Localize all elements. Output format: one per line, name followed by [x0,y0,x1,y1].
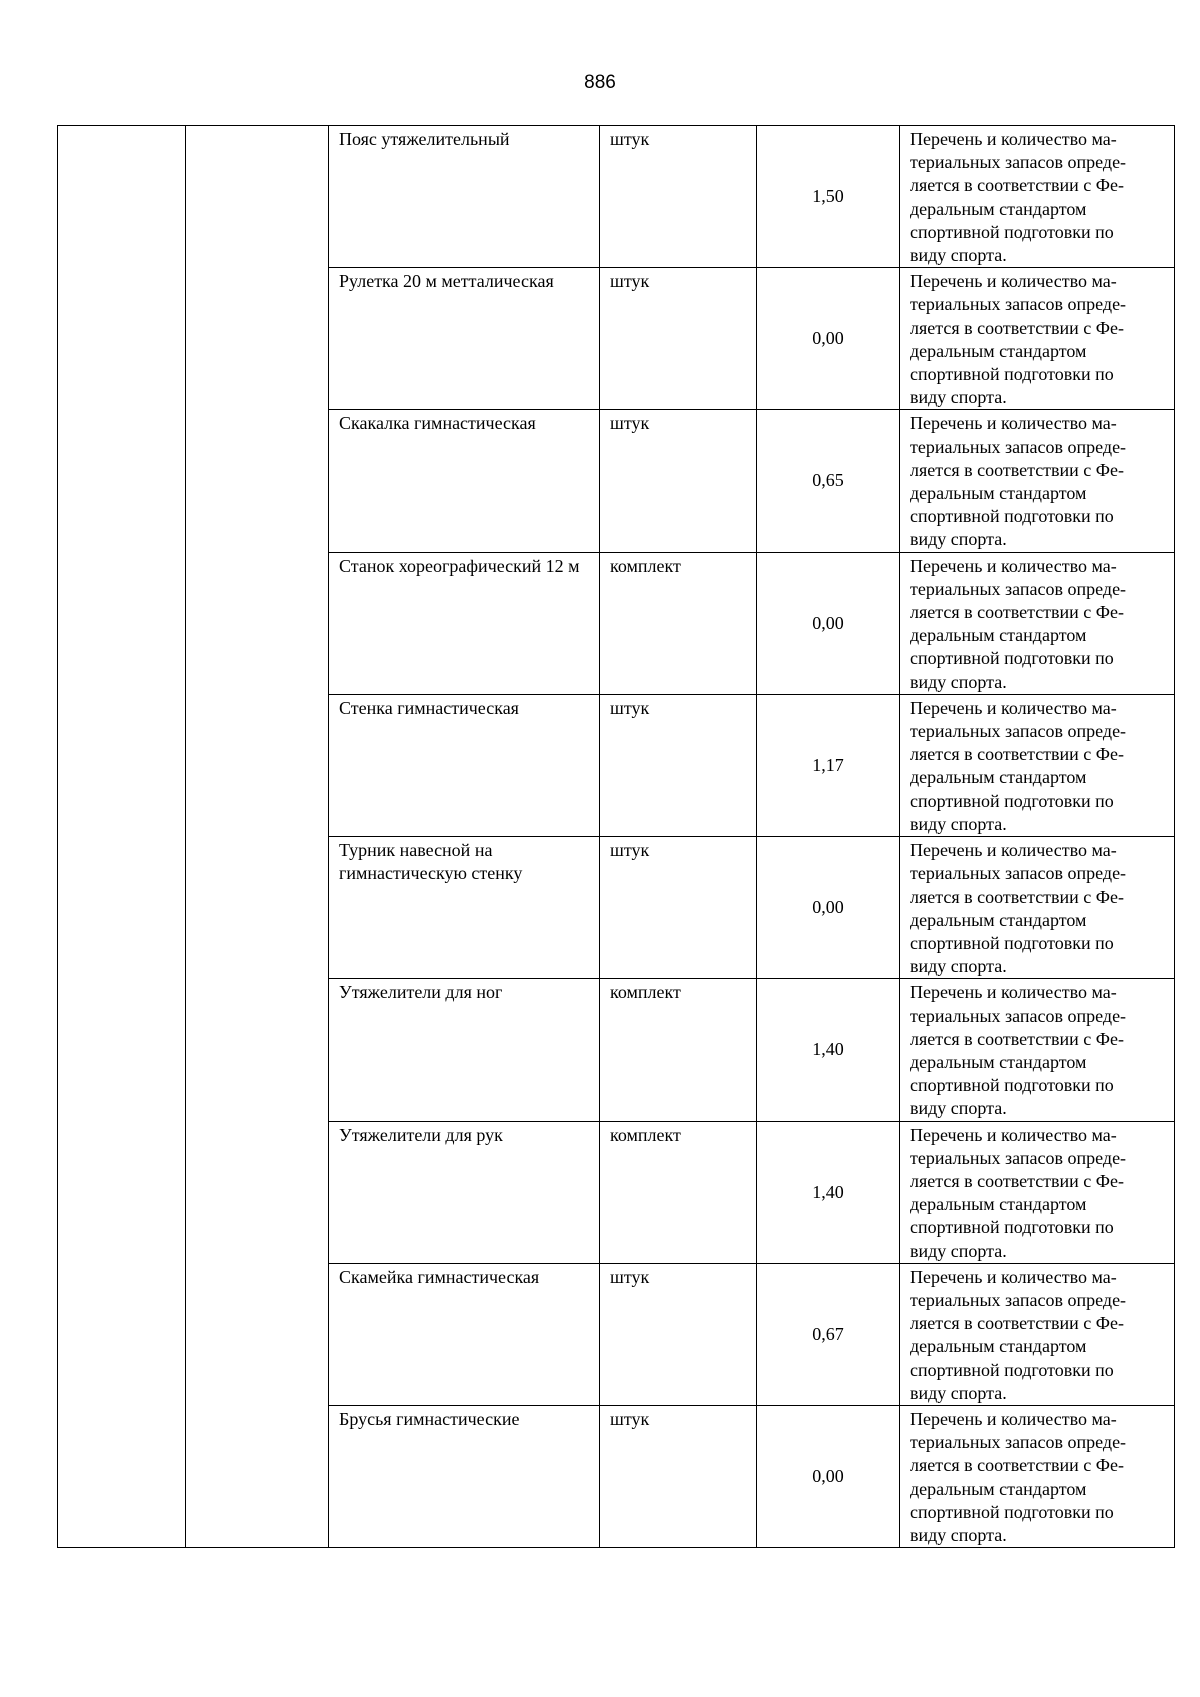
item-unit: штук [600,410,757,552]
item-note: Перечень и количество ма- териальных запасов опреде- ляется в соответствии с Фе- деральным стандартом спортивной подготовки по виду спорта. [900,1405,1175,1547]
item-quantity: 0,00 [757,552,900,694]
item-quantity: 1,50 [757,126,900,268]
item-unit: штук [600,268,757,410]
item-name: Стенка гимнастическая [329,694,600,836]
item-quantity: 0,00 [757,268,900,410]
item-note: Перечень и количество ма- териальных запасов опреде- ляется в соответствии с Фе- деральным стандартом спортивной подготовки по виду спорта. [900,979,1175,1121]
item-note: Перечень и количество ма- териальных запасов опреде- ляется в соответствии с Фе- деральным стандартом спортивной подготовки по виду спорта. [900,694,1175,836]
item-quantity: 0,00 [757,837,900,979]
item-name: Скамейка гимнастическая [329,1263,600,1405]
item-unit: штук [600,1405,757,1547]
item-name: Рулетка 20 м метталическая [329,268,600,410]
item-unit: штук [600,126,757,268]
item-unit: штук [600,694,757,836]
item-quantity: 1,40 [757,1121,900,1263]
table-row [58,126,1175,268]
merged-empty-cell-1 [58,126,186,1548]
item-quantity: 0,65 [757,410,900,552]
item-name: Утяжелители для ног [329,979,600,1121]
item-name: Пояс утяжелительный [329,126,600,268]
item-note: Перечень и количество ма- териальных запасов опреде- ляется в соответствии с Фе- деральным стандартом спортивной подготовки по виду спорта. [900,410,1175,552]
item-unit: комплект [600,552,757,694]
item-name: Утяжелители для рук [329,1121,600,1263]
item-unit: комплект [600,979,757,1121]
item-quantity: 1,17 [757,694,900,836]
page-number: 886 [584,72,616,93]
item-quantity: 0,00 [757,1405,900,1547]
item-name: Турник навесной на гимнастическую стенку [329,837,600,979]
merged-empty-cell-2 [186,126,329,1548]
item-note: Перечень и количество ма- териальных запасов опреде- ляется в соответствии с Фе- деральным стандартом спортивной подготовки по виду спорта. [900,1121,1175,1263]
item-name: Скакалка гимнастическая [329,410,600,552]
item-quantity: 1,40 [757,979,900,1121]
item-quantity: 0,67 [757,1263,900,1405]
item-note: Перечень и количество ма- териальных запасов опреде- ляется в соответствии с Фе- деральным стандартом спортивной подготовки по виду спорта. [900,837,1175,979]
item-unit: комплект [600,1121,757,1263]
item-note: Перечень и количество ма- териальных запасов опреде- ляется в соответствии с Фе- деральным стандартом спортивной подготовки по виду спорта. [900,552,1175,694]
item-name: Брусья гимнастические [329,1405,600,1547]
item-note: Перечень и количество ма- териальных запасов опреде- ляется в соответствии с Фе- деральным стандартом спортивной подготовки по виду спорта. [900,126,1175,268]
item-unit: штук [600,837,757,979]
item-note: Перечень и количество ма- териальных запасов опреде- ляется в соответствии с Фе- деральным стандартом спортивной подготовки по виду спорта. [900,268,1175,410]
item-name: Станок хореографический 12 м [329,552,600,694]
equipment-table [57,125,1175,1548]
item-note: Перечень и количество ма- териальных запасов опреде- ляется в соответствии с Фе- деральным стандартом спортивной подготовки по виду спорта. [900,1263,1175,1405]
item-unit: штук [600,1263,757,1405]
